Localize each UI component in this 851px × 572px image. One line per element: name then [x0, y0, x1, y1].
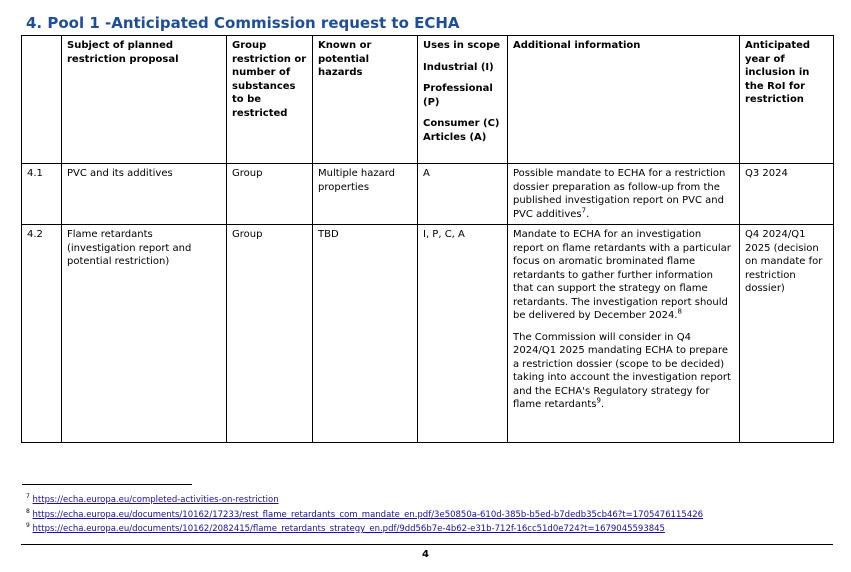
- table-row: [22, 164, 834, 225]
- header-hazards: Known or potential hazards: [313, 36, 418, 164]
- header-uses-industrial: Industrial (I): [423, 61, 494, 73]
- row-info-paragraph: [513, 228, 734, 323]
- header-uses-consumer: Consumer (C): [423, 118, 500, 129]
- header-uses-articles: Articles (A): [423, 131, 487, 143]
- footnote-link[interactable]: https://echa.europa.eu/completed-activities-on-restriction: [32, 495, 279, 505]
- row-num: 4.1: [22, 164, 62, 225]
- page-footer-rule: [21, 544, 833, 545]
- header-year: Anticipated year of inclusion in the RoI for restriction: [740, 36, 834, 164]
- row-info-text: The Commission will consider in Q4 2024/Q1 2025 mandating ECHA to prepare a restriction dossier (scope to be decided) taking into account the investigation report and the ECHA's Regulatory strategy for flame retardants: [513, 331, 731, 410]
- footnote-ref[interactable]: 8: [677, 307, 682, 316]
- row-num: 4.2: [22, 225, 62, 443]
- footnote-ref[interactable]: 9: [596, 396, 601, 405]
- header-uses-title: Uses in scope: [423, 40, 501, 51]
- footnote-ref[interactable]: 7: [581, 206, 587, 215]
- row-year: Q3 2024: [740, 164, 834, 225]
- row-info-paragraph: [513, 331, 734, 412]
- footnote: [26, 524, 665, 534]
- section-title: 4. Pool 1 -Anticipated Commission request to ECHA: [26, 14, 460, 32]
- footnote-separator: [22, 484, 192, 485]
- row-info: [508, 225, 740, 443]
- header-group: Group restriction or number of substances to be restricted: [227, 36, 313, 164]
- footnote-number: 9: [26, 522, 30, 530]
- row-info-end: .: [600, 399, 605, 410]
- row-info-text: Possible mandate to ECHA for a restriction dossier preparation as follow-up from the published investigation report on PVC and PVC additives: [513, 168, 726, 220]
- header-uses-professional: Professional (P): [423, 83, 493, 108]
- header-info: Additional information: [508, 36, 740, 164]
- header-num: [22, 36, 62, 164]
- row-year: Q4 2024/Q1 2025 (decision on mandate for restriction dossier): [740, 225, 834, 443]
- row-hazards: TBD: [313, 225, 418, 443]
- footnote: [26, 510, 703, 520]
- table-row: [22, 225, 834, 443]
- row-info-text: Mandate to ECHA for an investigation report on flame retardants with a particular focus on aromatic brominated flame retardants to gather further information that can support the strategy on flame retardants. The investigation report should be delivered by December 2024.: [513, 229, 731, 321]
- footnote-number: 8: [26, 508, 30, 516]
- table-header-row: [22, 36, 834, 164]
- footnote-link[interactable]: https://echa.europa.eu/documents/10162/17233/rest_flame_retardants_com_mandate_en.pdf/3e50850a-610d-385b-b5ed-b7dedb35cb46?t=1705476115426: [32, 510, 704, 520]
- page-number: 4: [422, 549, 429, 560]
- row-group: Group: [227, 164, 313, 225]
- restriction-table: [21, 35, 834, 443]
- footnote-link[interactable]: https://echa.europa.eu/documents/10162/2082415/flame_retardants_strategy_en.pdf/9dd56b7e-4b62-e31b-712f-16cc51d0e724?t=1679045593845: [32, 524, 665, 534]
- row-info-end: .: [586, 208, 590, 220]
- row-subject: Flame retardants (investigation report and potential restriction): [62, 225, 227, 443]
- row-info: [508, 164, 740, 225]
- header-subject: Subject of planned restriction proposal: [62, 36, 227, 164]
- footnote-number: 7: [26, 493, 30, 501]
- row-subject: PVC and its additives: [62, 164, 227, 225]
- row-group: Group: [227, 225, 313, 443]
- footnote: [26, 495, 279, 505]
- row-uses: I, P, C, A: [418, 225, 508, 443]
- row-uses: A: [418, 164, 508, 225]
- row-hazards: Multiple hazard properties: [313, 164, 418, 225]
- header-uses: [418, 36, 508, 164]
